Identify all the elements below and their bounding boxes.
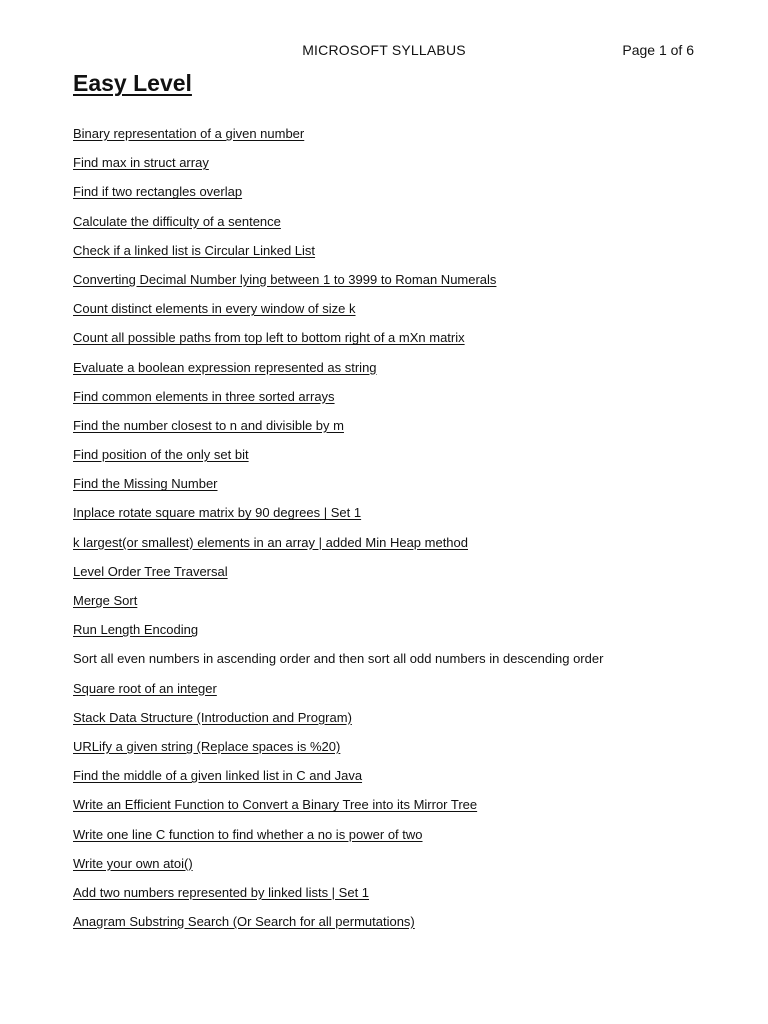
topic-item [73, 329, 713, 358]
page-number: Page 1 of 6 [622, 42, 694, 58]
topic-link[interactable]: Find the middle of a given linked list in C and Java [73, 768, 363, 784]
topic-item [73, 680, 713, 709]
topic-item [73, 650, 713, 679]
topic-link[interactable]: k largest(or smallest) elements in an array | added Min Heap method [73, 534, 469, 550]
topic-item [73, 300, 713, 329]
topic-item [73, 504, 713, 533]
topic-item [73, 213, 713, 242]
topic-link[interactable]: Count all possible paths from top left to bottom right of a mXn matrix [73, 330, 465, 346]
topic-item [73, 154, 713, 183]
topic-link[interactable]: Count distinct elements in every window of size k [73, 301, 356, 317]
topic-link[interactable]: Stack Data Structure (Introduction and Program) [73, 709, 352, 725]
topic-list [73, 125, 713, 942]
topic-link[interactable]: URLify a given string (Replace spaces is %20) [73, 738, 341, 754]
topic-item [73, 534, 713, 563]
topic-link[interactable]: Run Length Encoding [73, 622, 199, 638]
topic-link[interactable]: Calculate the difficulty of a sentence [73, 213, 281, 229]
topic-item [73, 125, 713, 154]
topic-item [73, 446, 713, 475]
topic-link[interactable]: Anagram Substring Search (Or Search for all permutations) [73, 914, 415, 930]
topic-item [73, 359, 713, 388]
topic-item [73, 417, 713, 446]
topic-link[interactable]: Merge Sort [73, 593, 138, 608]
topic-item [73, 738, 713, 767]
topic-link[interactable]: Converting Decimal Number lying between 1 to 3999 to Roman Numerals [73, 271, 497, 287]
topic-item [73, 183, 713, 212]
topic-item [73, 709, 713, 738]
topic-item [73, 388, 713, 417]
topic-item [73, 242, 713, 271]
topic-link[interactable]: Write your own atoi() [73, 855, 193, 871]
document-header-title: MICROSOFT SYLLABUS [302, 42, 466, 58]
topic-item [73, 913, 713, 942]
topic-item [73, 271, 713, 300]
topic-item [73, 767, 713, 796]
topic-link[interactable]: Find max in struct array [73, 155, 209, 171]
topic-link[interactable]: Find position of the only set bit [73, 447, 249, 463]
topic-link[interactable]: Binary representation of a given number [73, 126, 305, 141]
topic-link[interactable]: Write an Efficient Function to Convert a Binary Tree into its Mirror Tree [73, 797, 478, 813]
topic-link[interactable]: Find common elements in three sorted arrays [73, 388, 335, 404]
topic-item [73, 884, 713, 913]
topic-link[interactable]: Write one line C function to find whether a no is power of two [73, 826, 423, 842]
topic-link[interactable]: Find the number closest to n and divisible by m [73, 417, 344, 433]
topic-item [73, 592, 713, 621]
section-title: Easy Level [73, 70, 192, 96]
topic-item [73, 855, 713, 884]
topic-item [73, 621, 713, 650]
topic-link[interactable]: Square root of an integer [73, 680, 217, 696]
topic-item [73, 796, 713, 825]
topic-link[interactable]: Find the Missing Number [73, 476, 218, 492]
topic-text: Sort all even numbers in ascending order and then sort all odd numbers in descending order [73, 651, 604, 667]
topic-link[interactable]: Check if a linked list is Circular Linked List [73, 242, 316, 258]
topic-link[interactable]: Find if two rectangles overlap [73, 184, 243, 200]
topic-link[interactable]: Evaluate a boolean expression represented as string [73, 359, 377, 375]
topic-link[interactable]: Add two numbers represented by linked lists | Set 1 [73, 884, 370, 900]
topic-link[interactable]: Level Order Tree Traversal [73, 563, 228, 579]
topic-item [73, 563, 713, 592]
topic-item [73, 475, 713, 504]
topic-item [73, 826, 713, 855]
topic-link[interactable]: Inplace rotate square matrix by 90 degrees | Set 1 [73, 505, 362, 521]
